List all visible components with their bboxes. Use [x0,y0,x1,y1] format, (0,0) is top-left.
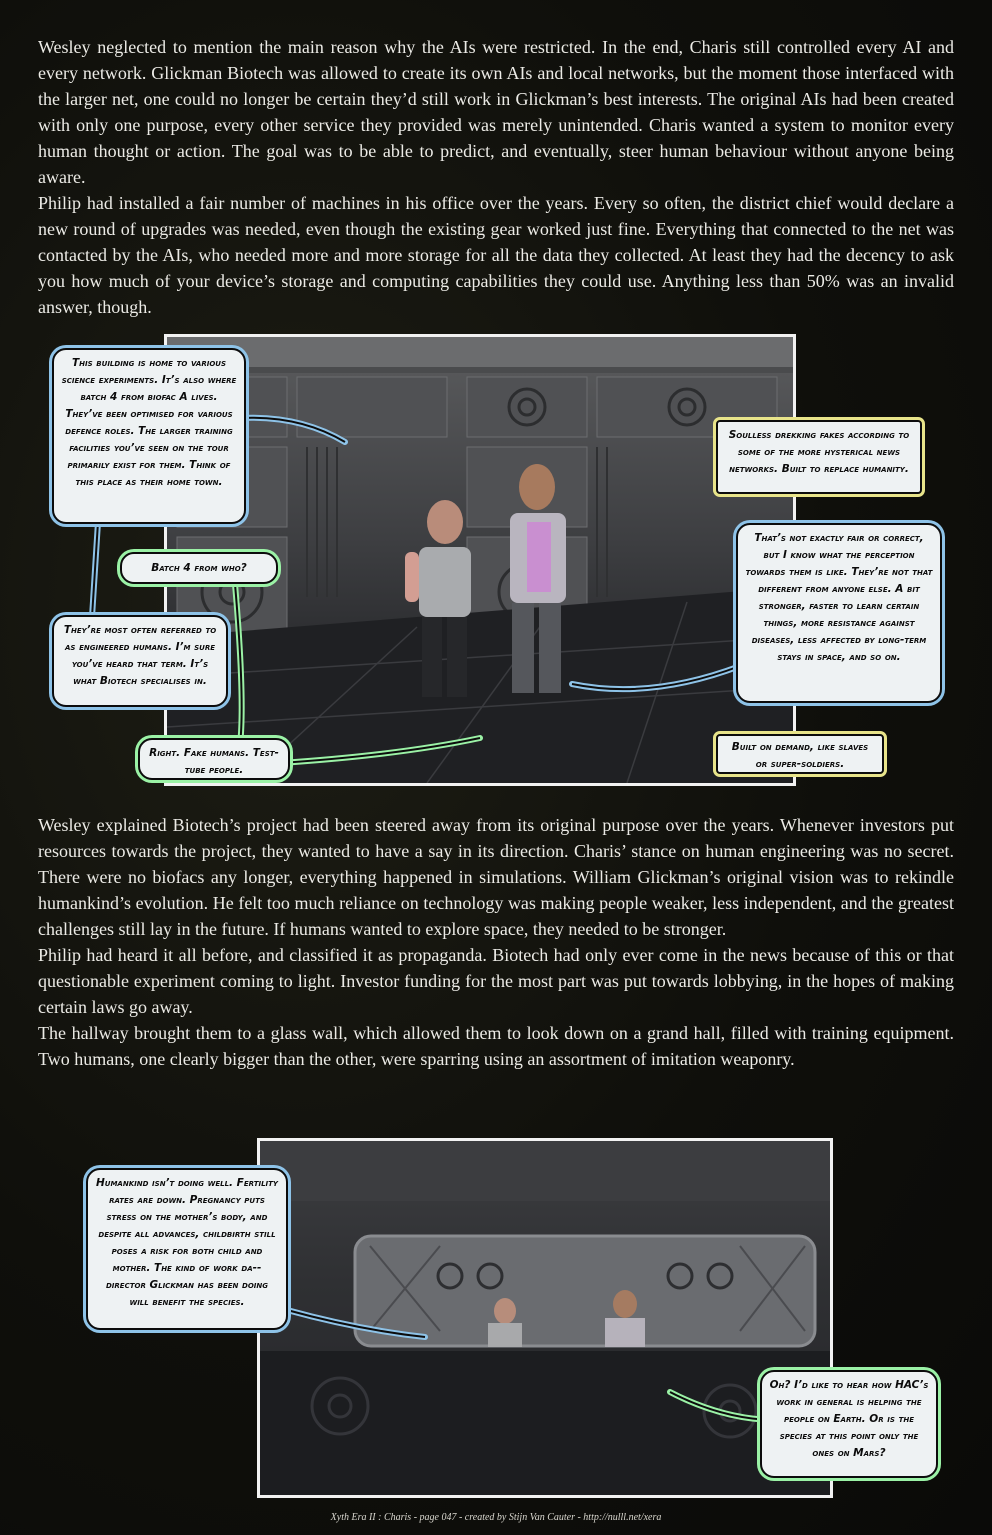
paragraph: Philip had heard it all before, and classified it as propaganda. Biotech had only ever come in the news because of this or that questionable experiment coming to light. Investor funding for the most part was put towards lobbying, in the hopes of making certain laws go away. [38,945,954,1017]
speech-bubble-hac: Oh? I’d like to hear how HAC’s work in general is helping the people on Earth. Or is the species at this point only the ones on Mars? [760,1370,938,1478]
paragraph: Wesley neglected to mention the main reason why the AIs were restricted. In the end, Charis still controlled every AI and every network. Glickman Biotech was allowed to create its own AIs and local networks, but the moment those interfaced with the larger net, one could no longer be certain they’d still work in Glickman’s best interests. The original AIs had been created with only one purpose, every other service they provided was merely unintended. Charis wanted a system to monitor every human thought or action. The goal was to be able to predict, and eventually, steer human behaviour without anyone being aware. [38,37,954,187]
paragraph: Philip had installed a fair number of machines in his office over the years. Every so often, the district chief would declare a new round of upgrades was needed, even though the existing gear worked just fine. Everything that connected to the net was contacted by the AIs, who needed more and more storage for all the data they collected. At least they had the decency to ask you how much of your device’s storage and computing capabilities they could use. Anything less than 50% was an invalid answer, though. [38,193,954,317]
text-block-top [38,34,954,320]
speech-bubble-batch4: Batch 4 from who? [120,552,278,584]
speech-bubble-humankind: Humankind isn’t doing well. Fertility rates are down. Pregnancy puts stress on the mother’s body, and despite all advances, childbirth still poses a risk for both child and mother. The kind of work da-- director Glickman has been doing will benefit the species. [86,1168,288,1330]
speech-bubble-fake-humans: Right. Fake humans. Test-tube people. [138,738,290,780]
text-block-middle [38,812,954,1072]
narration-box-on-demand: Built on demand, like slaves or super-soldiers. [716,734,884,774]
window-illustration [260,1141,830,1495]
speech-bubble-home-town: This building is home to various science experiments. It’s also where batch 4 from biofac A lives. They’ve been optimised for various defence roles. The larger training facilities you’ve seen on the tour primarily exist for them. Think of this place as their home town. [52,348,246,524]
paragraph: Wesley explained Biotech’s project had been steered away from its original purpose over the years. Whenever investors put resources towards the project, they wanted to have a say in its direction. Charis’ stance on human engineering was no secret. There were no biofacs any longer, everything happened in simulations. William Glickman’s original vision was to rekindle humankind’s evolution. He felt too much reliance on technology was making people weaker, less independent, and the greatest challenges still lay in the future. If humans wanted to explore space, they needed to be stronger. [38,815,954,939]
speech-bubble-not-exactly: That’s not exactly fair or correct, but I know what the perception towards them is like. They’re not that different from anyone else. A bit stronger, faster to learn certain things, more resistance against diseases, less affected by long-term stays in space, and so on. [736,523,942,703]
narration-box-drekking: Soulless drekking fakes according to some of the more hysterical news networks. Built to replace humanity. [716,420,922,494]
speech-bubble-engineered: They’re most often referred to as engineered humans. I’m sure you’ve heard that term. It’s what Biotech specialises in. [52,615,228,707]
comic-panel-2 [257,1138,833,1498]
page-credit-footer: Xyth Era II : Charis - page 047 - created by Stijn Van Cauter - http://nulll.net/xera [330,1512,662,1523]
paragraph: The hallway brought them to a glass wall, which allowed them to look down on a grand hall, filled with training equipment. Two humans, one clearly bigger than the other, were sparring using an assortment of imitation weaponry. [38,1023,954,1069]
